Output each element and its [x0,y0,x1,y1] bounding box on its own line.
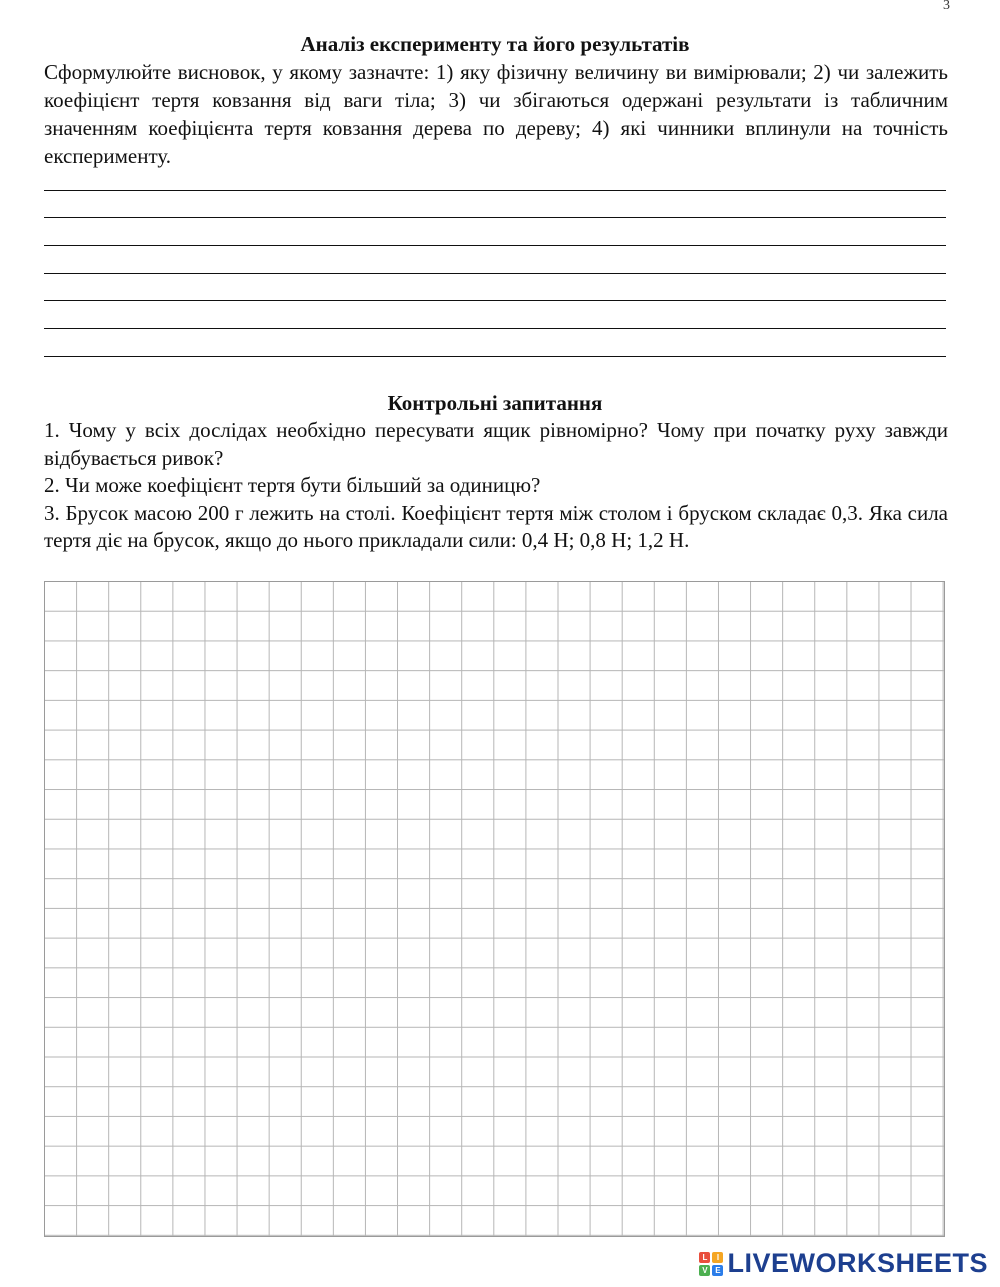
answer-line[interactable] [44,274,946,302]
answer-line[interactable] [44,246,946,274]
logo-tile: V [699,1265,710,1276]
liveworksheets-brand [699,1248,988,1279]
answer-lines [44,163,946,357]
question-2: 2. Чи може коефіцієнт тертя бути більший за одиницю? [44,473,541,497]
graph-paper-workspace[interactable] [44,581,945,1237]
logo-tile: E [712,1265,723,1276]
question-1: 1. Чому у всіх дослідах необхідно пересувати ящик рівномірно? Чому при початку руху завжди відбувається ривок? [44,418,948,470]
question-3: 3. Брусок масою 200 г лежить на столі. Коефіцієнт тертя між столом і бруском складає 0,3. Яка сила тертя діє на брусок, якщо до нього прикладали сили: 0,4 Н; 0,8 Н; 1,2 Н. [44,500,948,552]
page-corner-mark: 3 [943,0,950,13]
control-questions-list [44,417,948,555]
logo-tile: L [699,1252,710,1263]
analysis-instructions: Сформулюйте висновок, у якому зазначте: 1) яку фізичну величину ви вимірювали; 2) чи залежить коефіцієнт тертя ковзання від ваги тіла; 3) чи збігаються одержані результати із табличним значенням коефіцієнта тертя ковзання дерева по дереву; 4) які чинники вплинули на точність експерименту. [44,60,948,168]
analysis-section-title: Аналіз експерименту та його результатів [300,32,690,56]
answer-line[interactable] [44,329,946,357]
answer-line[interactable] [44,191,946,219]
answer-line[interactable] [44,218,946,246]
answer-line[interactable] [44,163,946,191]
logo-tile: I [712,1252,723,1263]
liveworksheets-wordmark: LIVEWORKSHEETS [727,1248,988,1278]
liveworksheets-logo-icon [699,1252,723,1276]
answer-line[interactable] [44,301,946,329]
control-questions-title: Контрольні запитання [387,391,603,415]
